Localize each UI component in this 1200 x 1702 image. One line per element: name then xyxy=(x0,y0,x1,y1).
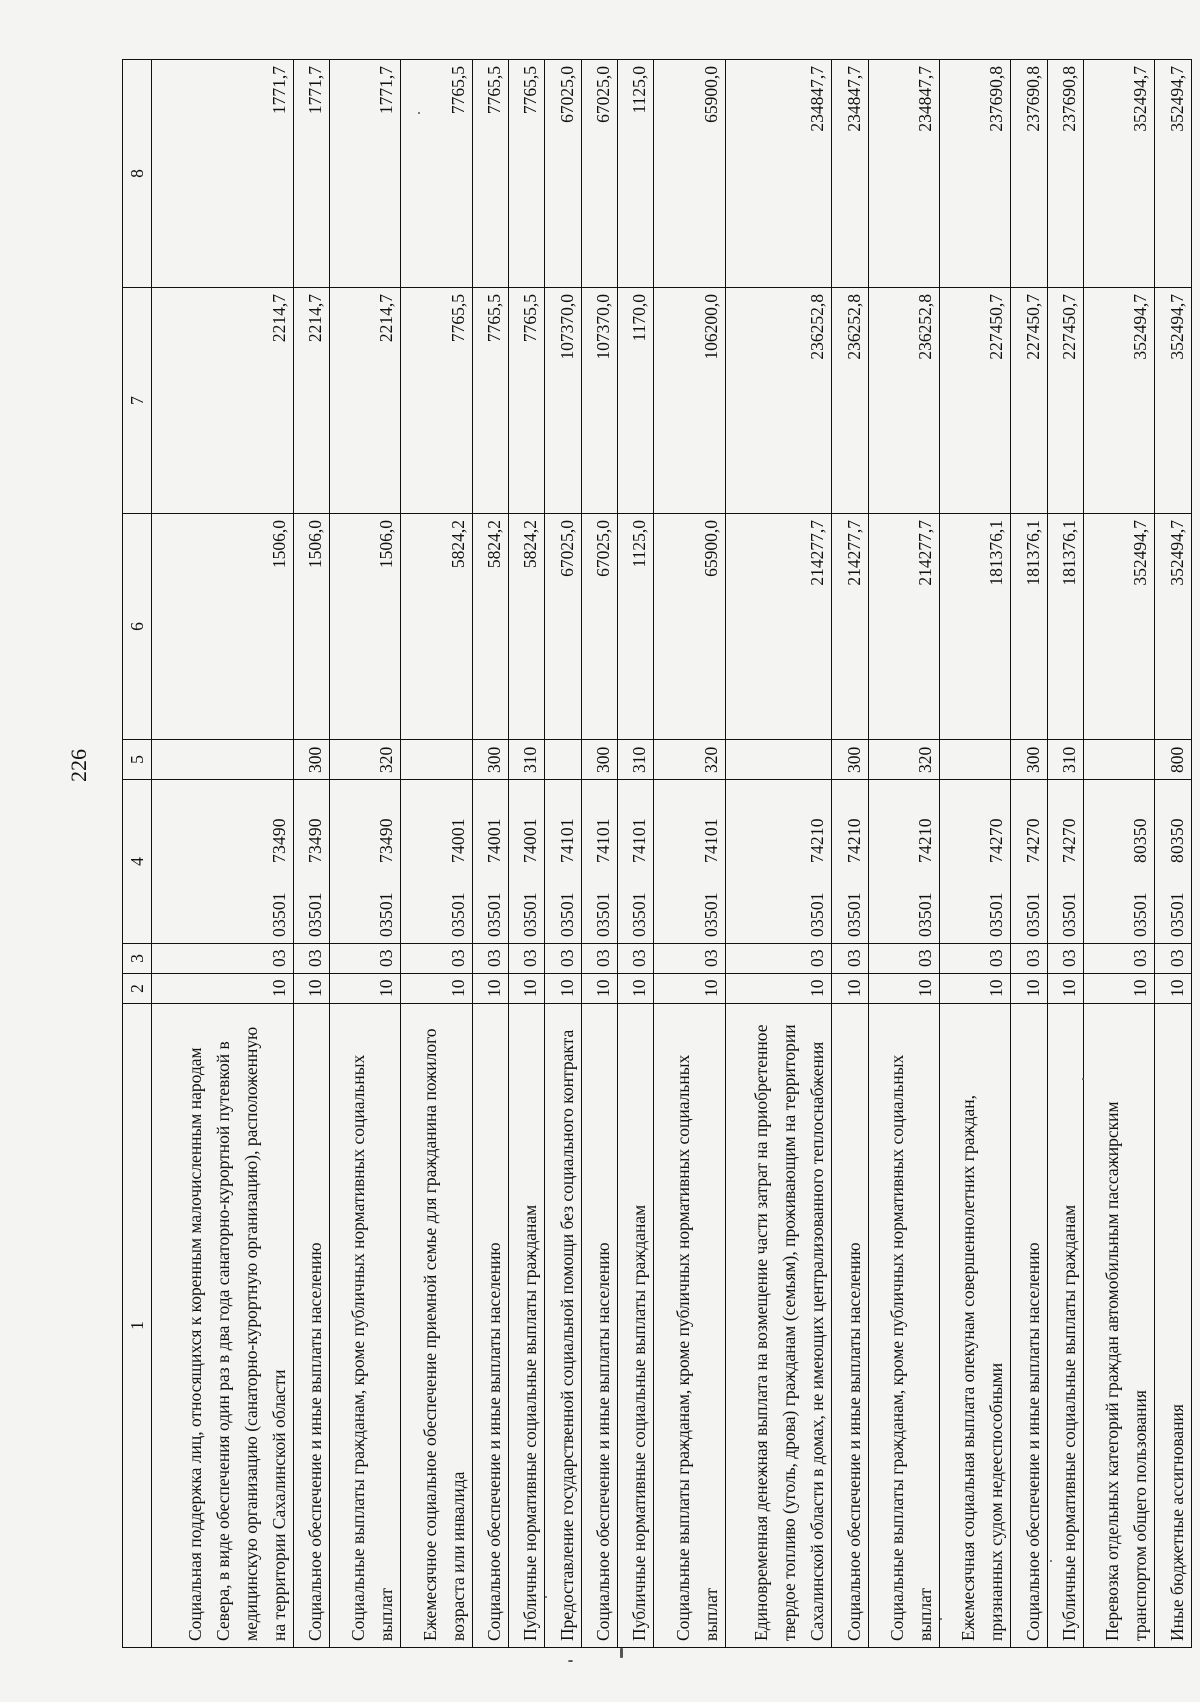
expense-type-code xyxy=(725,740,832,780)
subsection-code: 03 xyxy=(1011,944,1047,974)
subsection-code: 03 xyxy=(329,944,400,974)
target-article-direction: 74101 xyxy=(556,818,577,863)
amount-col8: 67025,0 xyxy=(545,60,581,288)
target-article-program: 03501 xyxy=(1167,892,1187,937)
row-name: Публичные нормативные социальные выплаты гражданам xyxy=(509,1004,545,1648)
header-row xyxy=(123,60,152,1648)
row-name: Социальное обеспечение и иные выплаты населению xyxy=(832,1004,868,1648)
expense-type-code: 300 xyxy=(293,740,329,780)
amount-col7: 352494,7 xyxy=(1084,288,1155,514)
amount-col6: 1506,0 xyxy=(329,514,400,740)
target-article-direction: 74101 xyxy=(593,818,614,863)
target-article-program: 03501 xyxy=(700,892,721,937)
amount-col7: 2214,7 xyxy=(152,288,294,514)
amount-col6: 5824,2 xyxy=(472,514,508,740)
target-article-code xyxy=(1084,780,1155,944)
expense-type-code: 310 xyxy=(1047,740,1083,780)
row-name: Единовременная денежная выплата на возмещение части затрат на приобретенное твердое топливо (уголь, дрова) гражданам (семьям), проживающим на территории Сахалинской области в домах, не имеющих централизованного теплоснабжения xyxy=(725,1004,832,1648)
target-article-program: 03501 xyxy=(807,892,828,937)
target-article-code xyxy=(401,780,472,944)
target-article-direction: 74210 xyxy=(915,818,935,863)
subsection-code: 03 xyxy=(401,944,472,974)
amount-col8: 352494,7 xyxy=(1084,60,1155,288)
budget-table xyxy=(122,59,1192,1648)
target-article-code xyxy=(509,780,545,944)
table-row xyxy=(401,60,472,1648)
target-article-direction: 74001 xyxy=(520,818,541,863)
target-article-code xyxy=(293,780,329,944)
table-row xyxy=(1084,60,1155,1648)
target-article-program: 03501 xyxy=(1130,892,1151,937)
subsection-code: 03 xyxy=(654,944,725,974)
amount-col6: 181376,1 xyxy=(1011,514,1047,740)
amount-col7: 236252,8 xyxy=(868,288,939,514)
expense-type-code xyxy=(1084,740,1155,780)
target-article-code xyxy=(868,780,939,944)
target-article-program: 03501 xyxy=(520,892,541,937)
row-name: Публичные нормативные социальные выплаты гражданам xyxy=(1047,1004,1083,1648)
section-code: 10 xyxy=(293,974,329,1004)
expense-type-code: 320 xyxy=(654,740,725,780)
row-name: Ежемесячная социальная выплата опекунам совершеннолетних граждан, признанных судом недееспособными xyxy=(940,1004,1011,1648)
subsection-code: 03 xyxy=(1155,944,1192,974)
row-name: Публичные нормативные социальные выплаты гражданам xyxy=(618,1004,654,1648)
target-article-program: 03501 xyxy=(593,892,614,937)
amount-col8: 237690,8 xyxy=(940,60,1011,288)
subsection-code: 03 xyxy=(725,944,832,974)
target-article-program: 03501 xyxy=(915,892,935,937)
table-row xyxy=(618,60,654,1648)
amount-col8: 1771,7 xyxy=(152,60,294,288)
amount-col7: 107370,0 xyxy=(545,288,581,514)
row-name: Социальные выплаты гражданам, кроме публичных нормативных социальных выплат xyxy=(654,1004,725,1648)
subsection-code: 03 xyxy=(1084,944,1155,974)
subsection-code: 03 xyxy=(581,944,617,974)
amount-col8: 65900,0 xyxy=(654,60,725,288)
amount-col8: 237690,8 xyxy=(1047,60,1083,288)
expense-type-code xyxy=(401,740,472,780)
amount-col6: 181376,1 xyxy=(940,514,1011,740)
row-name: Перевозка отдельных категорий граждан автомобильным пассажирским транспортом общего пользования xyxy=(1084,1004,1155,1648)
section-code: 10 xyxy=(618,974,654,1004)
target-article-code xyxy=(472,780,508,944)
scan-speck xyxy=(568,1660,573,1662)
table-row xyxy=(472,60,508,1648)
target-article-direction: 73490 xyxy=(268,818,289,863)
col-header-5: 5 xyxy=(123,740,152,780)
target-article-direction: 73490 xyxy=(376,818,397,863)
amount-col8: 234847,7 xyxy=(725,60,832,288)
amount-col7: 352494,7 xyxy=(1155,288,1192,514)
amount-col8: 7765,5 xyxy=(472,60,508,288)
section-code: 10 xyxy=(401,974,472,1004)
section-code: 10 xyxy=(472,974,508,1004)
section-code: 10 xyxy=(832,974,868,1004)
target-article-program: 03501 xyxy=(1022,892,1043,937)
section-code: 10 xyxy=(725,974,832,1004)
col-header-3: 3 xyxy=(123,944,152,974)
table-row xyxy=(581,60,617,1648)
target-article-direction: 74210 xyxy=(843,818,864,863)
table-row xyxy=(293,60,329,1648)
table-row xyxy=(329,60,400,1648)
table-row xyxy=(509,60,545,1648)
subsection-code: 03 xyxy=(618,944,654,974)
table-row xyxy=(832,60,868,1648)
amount-col8: 352494,7 xyxy=(1155,60,1192,288)
target-article-direction: 80350 xyxy=(1167,818,1187,863)
row-name: Предоставление государственной социальной помощи без социального контракта xyxy=(545,1004,581,1648)
target-article-code xyxy=(329,780,400,944)
target-article-program: 03501 xyxy=(629,892,650,937)
section-code: 10 xyxy=(545,974,581,1004)
amount-col8: 1771,7 xyxy=(293,60,329,288)
target-article-code xyxy=(152,780,294,944)
target-article-program: 03501 xyxy=(268,892,289,937)
target-article-program: 03501 xyxy=(556,892,577,937)
col-header-8: 8 xyxy=(123,60,152,288)
target-article-code xyxy=(940,780,1011,944)
row-name: Социальное обеспечение и иные выплаты населению xyxy=(1011,1004,1047,1648)
amount-col8: 234847,7 xyxy=(832,60,868,288)
expense-type-code: 320 xyxy=(868,740,939,780)
expense-type-code: 300 xyxy=(1011,740,1047,780)
target-article-program: 03501 xyxy=(843,892,864,937)
target-article-direction: 80350 xyxy=(1130,818,1151,863)
amount-col8: 1771,7 xyxy=(329,60,400,288)
amount-col7: 1170,0 xyxy=(618,288,654,514)
target-article-code xyxy=(832,780,868,944)
expense-type-code xyxy=(940,740,1011,780)
row-name: Социальное обеспечение и иные выплаты населению xyxy=(293,1004,329,1648)
subsection-code: 03 xyxy=(832,944,868,974)
table-rotated-wrapper xyxy=(122,60,1192,1648)
amount-col8: 7765,5 xyxy=(509,60,545,288)
scan-speck xyxy=(418,112,420,114)
scan-speck xyxy=(940,1618,942,1620)
row-name: Социальные выплаты гражданам, кроме публичных нормативных социальных выплат xyxy=(329,1004,400,1648)
row-name: Социальные выплаты гражданам, кроме публичных нормативных социальных выплат xyxy=(868,1004,939,1648)
target-article-direction: 74270 xyxy=(1059,818,1080,863)
table-row xyxy=(1047,60,1083,1648)
expense-type-code xyxy=(545,740,581,780)
subsection-code: 03 xyxy=(940,944,1011,974)
amount-col7: 7765,5 xyxy=(472,288,508,514)
subsection-code: 03 xyxy=(1047,944,1083,974)
section-code: 10 xyxy=(940,974,1011,1004)
col-header-7: 7 xyxy=(123,288,152,514)
target-article-direction: 74270 xyxy=(1022,818,1043,863)
amount-col8: 234847,7 xyxy=(868,60,939,288)
amount-col6: 1506,0 xyxy=(293,514,329,740)
table-row xyxy=(654,60,725,1648)
expense-type-code: 310 xyxy=(509,740,545,780)
table-row xyxy=(940,60,1011,1648)
target-article-direction: 74210 xyxy=(807,818,828,863)
table-row xyxy=(725,60,832,1648)
col-header-4: 4 xyxy=(123,780,152,944)
target-article-direction: 74101 xyxy=(700,818,721,863)
scan-speck xyxy=(620,1648,623,1658)
row-name: Социальное обеспечение и иные выплаты населению xyxy=(581,1004,617,1648)
section-code: 10 xyxy=(1047,974,1083,1004)
target-article-program: 03501 xyxy=(304,892,325,937)
target-article-code xyxy=(654,780,725,944)
target-article-program: 03501 xyxy=(376,892,397,937)
expense-type-code xyxy=(152,740,294,780)
col-header-1: 1 xyxy=(123,1004,152,1648)
amount-col7: 7765,5 xyxy=(401,288,472,514)
amount-col7: 236252,8 xyxy=(832,288,868,514)
amount-col6: 214277,7 xyxy=(832,514,868,740)
amount-col7: 227450,7 xyxy=(940,288,1011,514)
subsection-code: 03 xyxy=(472,944,508,974)
section-code: 10 xyxy=(868,974,939,1004)
target-article-direction: 74001 xyxy=(484,818,505,863)
target-article-direction: 73490 xyxy=(304,818,325,863)
target-article-program: 03501 xyxy=(447,892,468,937)
amount-col8: 237690,8 xyxy=(1011,60,1047,288)
amount-col6: 5824,2 xyxy=(509,514,545,740)
scan-speck xyxy=(545,1596,547,1598)
subsection-code: 03 xyxy=(509,944,545,974)
section-code: 10 xyxy=(1155,974,1192,1004)
section-code: 10 xyxy=(581,974,617,1004)
amount-col7: 236252,8 xyxy=(725,288,832,514)
col-header-6: 6 xyxy=(123,514,152,740)
target-article-direction: 74270 xyxy=(986,818,1007,863)
amount-col7: 107370,0 xyxy=(581,288,617,514)
scan-speck xyxy=(1082,1078,1084,1080)
table-row xyxy=(545,60,581,1648)
amount-col6: 5824,2 xyxy=(401,514,472,740)
section-code: 10 xyxy=(1011,974,1047,1004)
subsection-code: 03 xyxy=(868,944,939,974)
amount-col7: 7765,5 xyxy=(509,288,545,514)
amount-col7: 2214,7 xyxy=(329,288,400,514)
scan-speck xyxy=(1050,1560,1052,1562)
amount-col7: 106200,0 xyxy=(654,288,725,514)
target-article-program: 03501 xyxy=(986,892,1007,937)
amount-col6: 214277,7 xyxy=(725,514,832,740)
expense-type-code: 800 xyxy=(1155,740,1192,780)
page-number: 226 xyxy=(66,749,91,782)
amount-col7: 227450,7 xyxy=(1047,288,1083,514)
expense-type-code: 320 xyxy=(329,740,400,780)
amount-col6: 1125,0 xyxy=(618,514,654,740)
target-article-direction: 74001 xyxy=(447,818,468,863)
row-name: Социальная поддержка лиц, относящихся к коренным малочисленным народам Севера, в виде обеспечения один раз в два года санаторно-курортной путевкой в медицинскую организацию (санаторно-курортную организацию), расположенную на территории Сахалинской области xyxy=(152,1004,294,1648)
target-article-code xyxy=(581,780,617,944)
section-code: 10 xyxy=(152,974,294,1004)
target-article-code xyxy=(1047,780,1083,944)
target-article-program: 03501 xyxy=(1059,892,1080,937)
col-header-2: 2 xyxy=(123,974,152,1004)
target-article-code xyxy=(545,780,581,944)
amount-col7: 227450,7 xyxy=(1011,288,1047,514)
table-row xyxy=(1011,60,1047,1648)
target-article-code xyxy=(725,780,832,944)
section-code: 10 xyxy=(654,974,725,1004)
amount-col6: 67025,0 xyxy=(545,514,581,740)
expense-type-code: 300 xyxy=(581,740,617,780)
amount-col6: 181376,1 xyxy=(1047,514,1083,740)
target-article-program: 03501 xyxy=(484,892,505,937)
row-name: Ежемесячное социальное обеспечение приемной семье для гражданина пожилого возраста или инвалида xyxy=(401,1004,472,1648)
amount-col8: 1125,0 xyxy=(618,60,654,288)
amount-col6: 65900,0 xyxy=(654,514,725,740)
target-article-code xyxy=(1155,780,1192,944)
amount-col8: 7765,5 xyxy=(401,60,472,288)
table-row xyxy=(1155,60,1192,1648)
section-code: 10 xyxy=(1084,974,1155,1004)
amount-col6: 352494,7 xyxy=(1155,514,1192,740)
subsection-code: 03 xyxy=(545,944,581,974)
subsection-code: 03 xyxy=(152,944,294,974)
row-name: Социальное обеспечение и иные выплаты населению xyxy=(472,1004,508,1648)
amount-col6: 67025,0 xyxy=(581,514,617,740)
subsection-code: 03 xyxy=(293,944,329,974)
table-row xyxy=(152,60,294,1648)
target-article-code xyxy=(618,780,654,944)
amount-col6: 352494,7 xyxy=(1084,514,1155,740)
table-row xyxy=(868,60,939,1648)
section-code: 10 xyxy=(329,974,400,1004)
expense-type-code: 310 xyxy=(618,740,654,780)
section-code: 10 xyxy=(509,974,545,1004)
amount-col6: 214277,7 xyxy=(868,514,939,740)
amount-col8: 67025,0 xyxy=(581,60,617,288)
target-article-code xyxy=(1011,780,1047,944)
amount-col6: 1506,0 xyxy=(152,514,294,740)
expense-type-code: 300 xyxy=(832,740,868,780)
target-article-direction: 74101 xyxy=(629,818,650,863)
amount-col7: 2214,7 xyxy=(293,288,329,514)
expense-type-code: 300 xyxy=(472,740,508,780)
row-name: Иные бюджетные ассигнования xyxy=(1155,1004,1192,1648)
